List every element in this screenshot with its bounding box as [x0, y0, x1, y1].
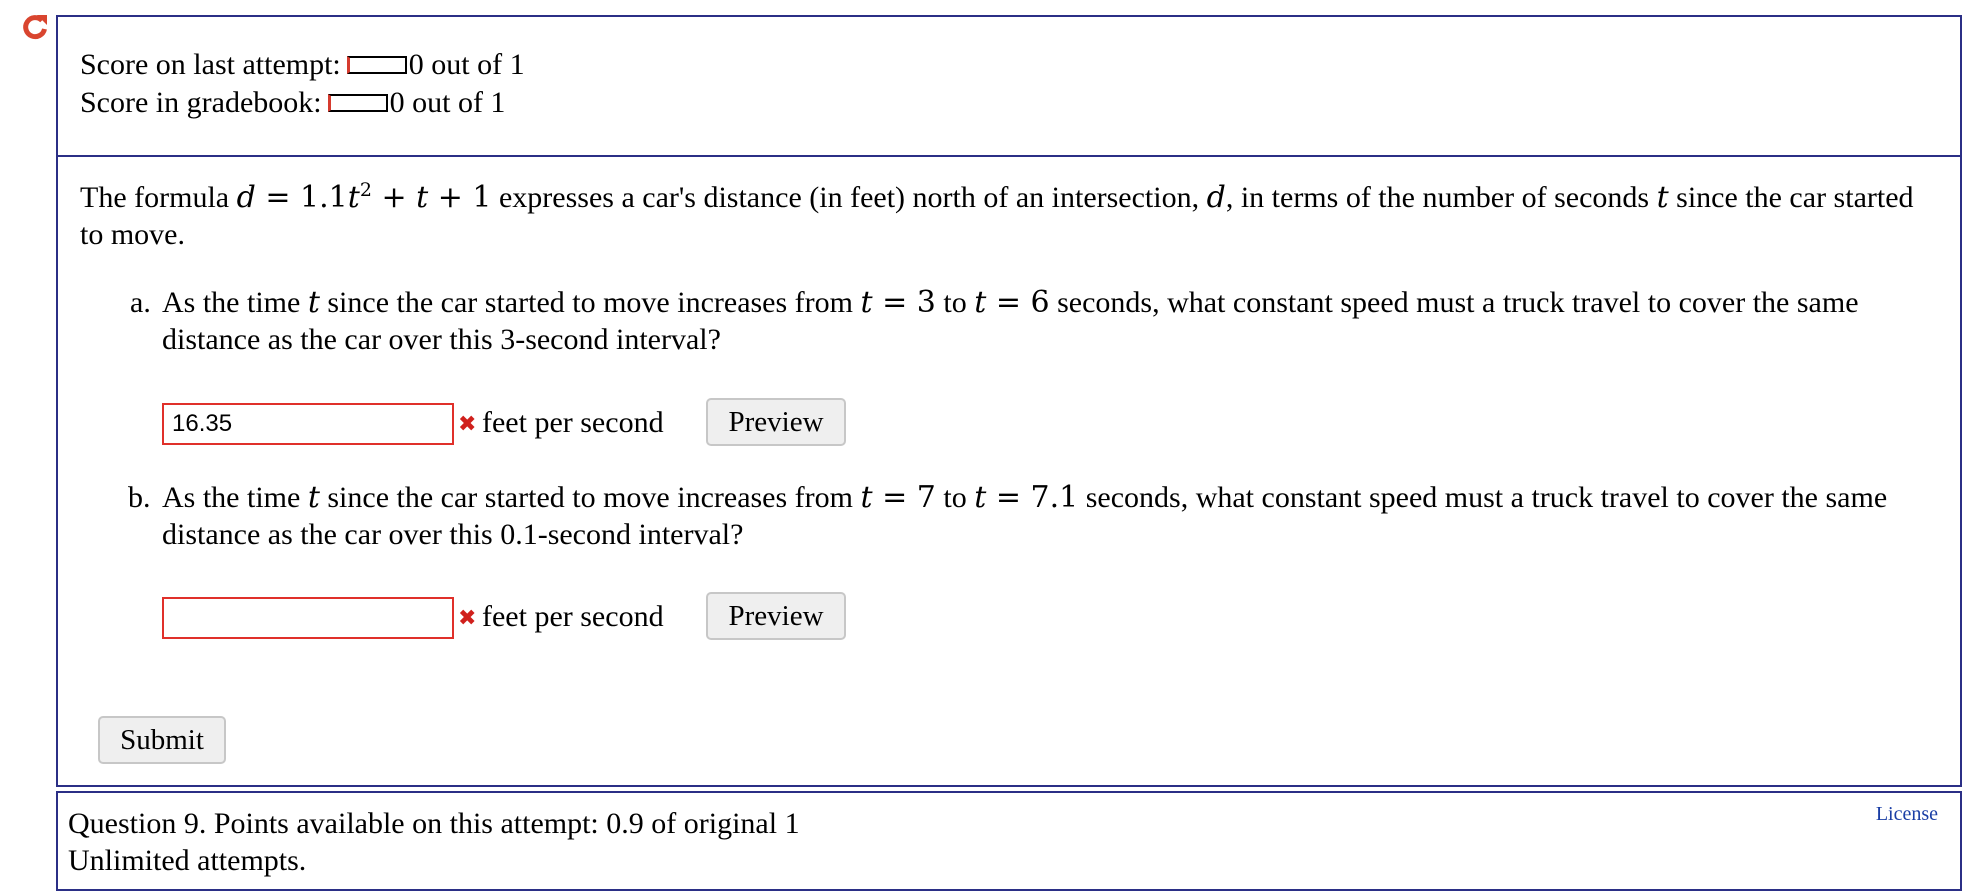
part-a-label: a. [130, 286, 151, 319]
part-a-units: feet per second [482, 406, 664, 439]
gradebook-score-bar [328, 94, 388, 112]
part-a-wrong-answer-icon: ✖ [458, 412, 477, 437]
distance-formula: $d = 1.1t^2 + t + 1$ [236, 179, 492, 215]
gradebook-score [80, 85, 505, 121]
part-a-preview-button[interactable]: Preview [706, 398, 846, 446]
question-panel [56, 155, 1962, 787]
score-panel [56, 15, 1962, 157]
last-attempt-value: 0 out of 1 [408, 48, 525, 81]
part-b-answer-input[interactable] [162, 597, 454, 639]
question-intro: The formula $d = 1.1t^2 + t + 1$ expresses a car's distance (in feet) north of an intersection, d, in terms of the number of seconds t since the car started to move. [80, 179, 1914, 251]
part-a-question: As the time t since the car started to move increases from t = 3 to t = 6 seconds, what constant speed must a truck travel to cover the same distance as the car over this 3-second interval? [162, 285, 1859, 356]
part-b-label: b. [128, 481, 151, 514]
part-b-preview-button[interactable]: Preview [706, 592, 846, 640]
retry-icon[interactable] [20, 12, 50, 42]
part-b-question: As the time t since the car started to move increases from t = 7 to t = 7.1 seconds, what constant speed must a truck travel to cover the same distance as the car over this 0.1-second interval? [162, 480, 1888, 551]
part-a-answer-input[interactable] [162, 403, 454, 445]
part-b-wrong-answer-icon: ✖ [458, 606, 477, 631]
part-b-units: feet per second [482, 600, 664, 633]
last-attempt-label: Score on last attempt: [80, 48, 341, 81]
gradebook-label: Score in gradebook: [80, 86, 322, 119]
attempts-text: Unlimited attempts. [68, 844, 307, 877]
question-info-panel [56, 791, 1962, 891]
submit-button[interactable]: Submit [98, 716, 226, 764]
last-attempt-score-bar [347, 56, 407, 74]
gradebook-value: 0 out of 1 [389, 86, 506, 119]
last-attempt-score [80, 47, 525, 83]
license-link[interactable]: License [1875, 803, 1938, 825]
points-available-text: Question 9. Points available on this attempt: 0.9 of original 1 [68, 807, 800, 840]
